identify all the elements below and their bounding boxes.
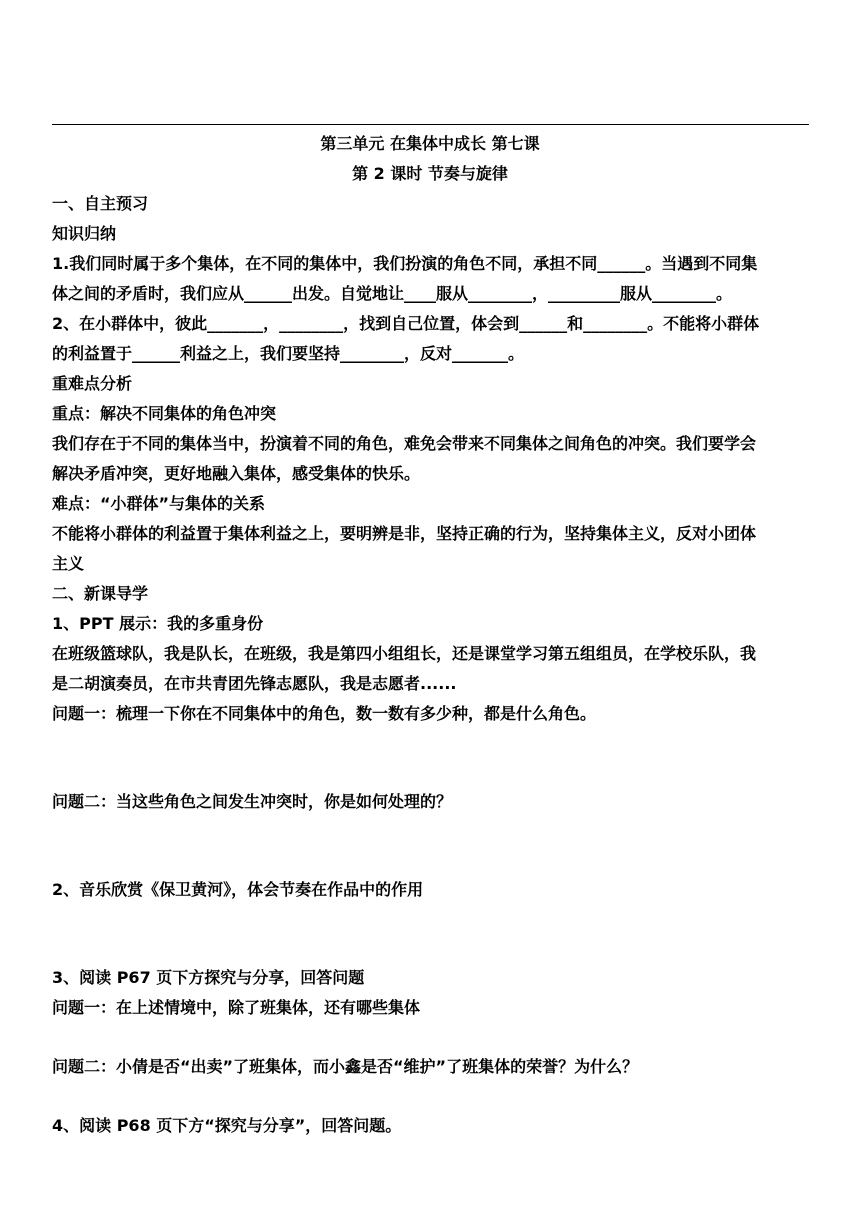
activity-1-text-line-2: 是二胡演奏员，在市共青团先锋志愿队，我是志愿者...... (52, 674, 457, 693)
activity-3-question-1: 问题一：在上述情境中，除了班集体，还有哪些集体 (52, 998, 421, 1017)
key-point-label: 重点：解决不同集体的角色冲突 (52, 404, 277, 423)
activity-1-question-2: 问题二：当这些角色之间发生冲突时，你是如何处理的？ (52, 792, 453, 811)
activity-1-question-1: 问题一：梳理一下你在不同集体中的角色，数一数有多少种，都是什么角色。 (52, 704, 597, 723)
lesson-subtitle: 第 2 课时 节奏与旋律 (352, 164, 508, 183)
fill-blank-item-2-line-2: 的利益置于______利益之上，我们要坚持________，反对_______。 (52, 344, 525, 363)
fill-blank-item-1-line-1: 1.我们同时属于多个集体，在不同的集体中，我们扮演的角色不同，承担不同______。当遇到不同集 (52, 254, 758, 273)
key-point-text-line-2: 解决矛盾冲突，更好地融入集体，感受集体的快乐。 (52, 464, 421, 483)
activity-1-text-line-1: 在班级篮球队，我是队长，在班级，我是第四小组组长，还是课堂学习第五组组员，在学校乐队，我 (52, 644, 757, 663)
header-rule (52, 124, 809, 125)
activity-3-heading: 3、阅读 P67 页下方探究与分享，回答问题 (52, 968, 365, 987)
analysis-heading: 重难点分析 (52, 374, 133, 393)
section-heading-guide: 二、新课导学 (52, 584, 149, 603)
activity-4-heading: 4、阅读 P68 页下方“探究与分享”，回答问题。 (52, 1116, 402, 1135)
activity-3-question-2: 问题二：小倩是否“出卖”了班集体，而小鑫是否“维护”了班集体的荣誉？为什么？ (52, 1057, 639, 1076)
fill-blank-item-2-line-1: 2、在小群体中，彼此_______，________，找到自己位置，体会到______和________。不能将小群体 (52, 314, 760, 333)
document-title: 第三单元 在集体中成长 第七课 (320, 134, 540, 153)
activity-1-heading: 1、PPT 展示：我的多重身份 (52, 614, 264, 633)
difficult-point-label: 难点：“小群体”与集体的关系 (52, 494, 266, 513)
activity-2-heading: 2、音乐欣赏《保卫黄河》，体会节奏在作品中的作用 (52, 880, 424, 899)
section-heading-preview: 一、自主预习 (52, 194, 149, 213)
fill-blank-item-1-line-2: 体之间的矛盾时，我们应从______出发。自觉地让____服从________，_________服从________。 (52, 284, 733, 303)
key-point-text-line-1: 我们存在于不同的集体当中，扮演着不同的角色，难免会带来不同集体之间角色的冲突。我们要学会 (52, 434, 757, 453)
difficult-point-text-line-2: 主义 (52, 554, 85, 573)
knowledge-heading: 知识归纳 (52, 224, 117, 243)
difficult-point-text-line-1: 不能将小群体的利益置于集体利益之上，要明辨是非，坚持正确的行为，坚持集体主义，反对小团体 (52, 524, 757, 543)
